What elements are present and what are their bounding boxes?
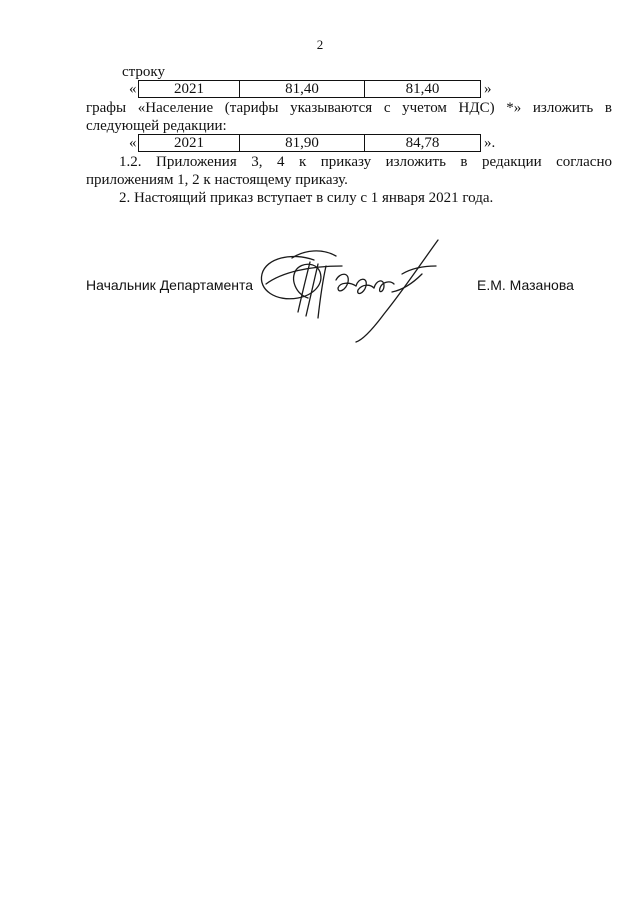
paragraph-graph-line2: следующей редакции: xyxy=(86,118,227,134)
paragraph-graph-line1: графы «Население (тарифы указываются с учетом НДС) *» изложить в xyxy=(86,100,612,116)
signature-title: Начальник Департамента xyxy=(86,277,254,293)
new-row-value2: 84,78 xyxy=(365,135,481,152)
handwritten-signature xyxy=(252,232,448,344)
old-row-open-quote: « xyxy=(129,81,137,97)
new-row-value1: 81,90 xyxy=(240,135,365,152)
new-row-close-quote: ». xyxy=(484,135,496,151)
new-row-table xyxy=(138,134,481,152)
old-row-value2: 81,40 xyxy=(365,81,481,98)
old-row-year: 2021 xyxy=(139,81,240,98)
new-row-open-quote: « xyxy=(129,135,137,151)
item-1-2-line2: приложениям 1, 2 к настоящему приказу. xyxy=(86,172,348,188)
signature-name: Е.М. Мазанова xyxy=(477,277,574,293)
intro-word: строку xyxy=(122,64,165,80)
old-row-value1: 81,40 xyxy=(240,81,365,98)
old-row-table xyxy=(138,80,481,98)
new-row-year: 2021 xyxy=(139,135,240,152)
page-number: 2 xyxy=(316,37,324,52)
item-2: 2. Настоящий приказ вступает в силу с 1 января 2021 года. xyxy=(119,190,494,206)
item-1-2-line1: 1.2. Приложения 3, 4 к приказу изложить в редакции согласно xyxy=(119,154,612,170)
old-row-close-quote: » xyxy=(484,81,492,97)
